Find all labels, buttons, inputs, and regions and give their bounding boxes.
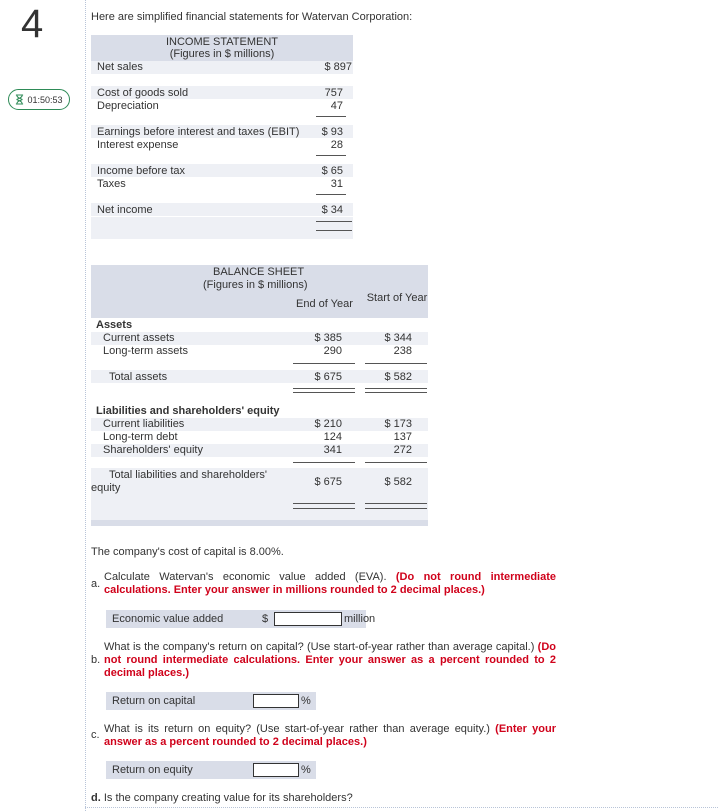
net-sales-label: Net sales [97,61,143,73]
intro-text: Here are simplified financial statements for Watervan Corporation: [91,11,413,23]
part-c-question [104,723,556,749]
timer-badge [8,89,70,110]
net-income-value: $ 34 [321,204,343,216]
net-income-label: Net income [97,204,153,216]
part-b-instruction: (Do not round intermediate calculations. Enter your answer as a percent rounded to 2 decimal places.) [104,641,556,679]
total-assets-label: Total assets [109,371,168,383]
part-b-question [104,641,556,680]
current-assets-end: $ 385 [314,332,342,344]
part-d-letter: d. [91,792,101,804]
shareholders-equity-label: Shareholders' equity [103,444,203,456]
part-a-letter: a. [91,578,101,590]
ibt-value: $ 65 [321,165,343,177]
double-underline [365,508,427,509]
part-b-text: What is the company's return on capital? (Use start-of-year rather than average capital.) [104,641,535,653]
total-assets-end: $ 675 [314,371,342,383]
roe-answer-row [106,761,316,779]
vertical-divider [85,0,86,811]
double-underline [293,392,355,393]
roc-unit: % [301,695,311,707]
underline [316,116,346,117]
cost-of-capital-text: The company's cost of capital is 8.00%. [91,546,284,558]
current-assets-label: Current assets [103,332,175,344]
net-sales-value: $ 897 [324,61,352,73]
underline [316,194,346,195]
long-term-assets-start: 238 [393,345,412,357]
shareholders-equity-end: 341 [323,444,342,456]
total-assets-start: $ 582 [384,371,412,383]
depreciation-label: Depreciation [97,100,159,112]
double-underline [316,221,352,222]
cogs-label: Cost of goods sold [97,87,189,99]
part-d-text: Is the company creating value for its shareholders? [103,792,353,804]
balance-sheet-title: BALANCE SHEET [213,266,305,278]
col-end-of-year: End of Year [296,298,353,310]
long-term-debt-label: Long-term debt [103,431,178,443]
balance-sheet-subtitle: (Figures in $ millions) [203,279,308,291]
long-term-debt-start: 137 [393,431,412,443]
income-statement-header [91,35,353,61]
eva-answer-row [106,610,376,628]
part-a-instruction: (Do not round intermediate calculations. Enter your answer in millions rounded to 2 decimal places.) [104,571,556,596]
ebit-label: Earnings before interest and taxes (EBIT) [97,126,300,138]
roc-input[interactable] [253,694,299,708]
total-liabilities-label: Total liabilities and shareholders' [109,469,268,481]
underline [365,462,427,463]
double-underline [293,388,355,389]
eva-input[interactable] [274,612,342,626]
underline [293,363,355,364]
hourglass-icon [15,94,24,105]
part-c-text: What is its return on equity? (Use start-of-year rather than average equity.) [104,723,490,735]
eva-currency: $ [262,613,269,625]
interest-label: Interest expense [97,139,179,151]
roe-label: Return on equity [112,764,193,776]
roc-label: Return on capital [112,695,196,707]
underline [316,155,346,156]
shareholders-equity-start: 272 [393,444,412,456]
total-liabilities-end: $ 675 [314,476,342,488]
part-a-text: Calculate Watervan's economic value added (EVA). [104,571,387,583]
part-a-question [104,571,556,597]
eva-label: Economic value added [112,613,224,625]
income-statement-title: INCOME STATEMENT [165,36,279,48]
timer-text: 01:50:53 [27,94,63,105]
left-rail [0,0,84,811]
current-liabilities-end: $ 210 [314,418,342,430]
liabilities-header: Liabilities and shareholders' equity [96,405,280,417]
double-underline [365,388,427,389]
current-liabilities-start: $ 173 [384,418,412,430]
interest-value: 28 [330,139,343,151]
eva-unit: million [344,613,376,625]
row-stripe [91,217,353,239]
current-assets-start: $ 344 [384,332,412,344]
total-liabilities-start: $ 582 [384,476,412,488]
long-term-assets-end: 290 [323,345,342,357]
long-term-assets-label: Long-term assets [103,345,188,357]
assets-header: Assets [96,319,133,331]
double-underline [365,503,427,504]
underline [293,462,355,463]
current-liabilities-label: Current liabilities [103,418,185,430]
roe-unit: % [301,764,311,776]
part-c-instruction: (Enter your answer as a percent rounded to 2 decimal places.) [104,723,556,748]
bottom-divider [85,807,718,808]
table-footer-bar [91,520,428,526]
taxes-value: 31 [330,178,343,190]
double-underline [316,230,352,231]
depreciation-value: 47 [330,100,343,112]
roe-input[interactable] [253,763,299,777]
income-statement-subtitle: (Figures in $ millions) [169,48,275,60]
long-term-debt-end: 124 [323,431,342,443]
part-d-question [91,792,353,805]
question-number: 4 [21,2,44,46]
part-c-letter: c. [91,729,100,741]
ibt-label: Income before tax [97,165,186,177]
total-liabilities-label-2: equity [91,482,121,494]
part-b-letter: b. [91,654,101,666]
col-start-of-year: Start of Year [366,292,428,304]
double-underline [365,392,427,393]
cogs-value: 757 [324,87,343,99]
taxes-label: Taxes [97,178,126,190]
ebit-value: $ 93 [321,126,343,138]
roc-answer-row [106,692,316,710]
double-underline [293,508,355,509]
underline [365,363,427,364]
double-underline [293,503,355,504]
